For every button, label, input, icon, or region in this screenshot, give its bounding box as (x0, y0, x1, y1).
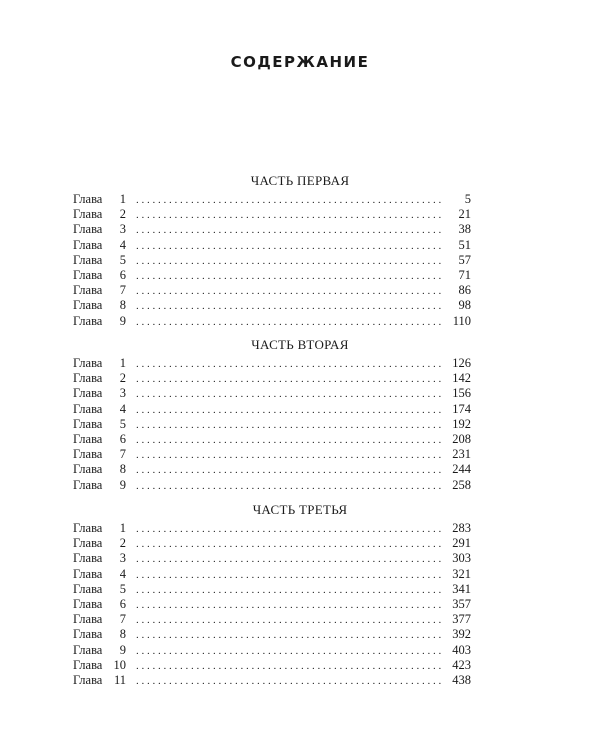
page-number: 51 (458, 237, 471, 252)
page-number: 192 (452, 416, 471, 431)
page-number: 38 (458, 222, 471, 237)
chapter-label: Глава (73, 612, 103, 627)
toc-entry (73, 283, 471, 298)
chapter-label: Глава (73, 192, 103, 206)
chapter-number: 6 (119, 267, 126, 282)
toc-entry (73, 386, 471, 401)
chapter-label: Глава (73, 477, 103, 492)
chapter-number: 5 (119, 416, 126, 431)
toc-list-part-2 (73, 356, 471, 493)
dot-leader (136, 674, 441, 689)
chapter-label: Глава (73, 551, 103, 566)
toc-entry (73, 673, 471, 688)
toc-entry (73, 627, 471, 642)
page-number: 110 (452, 313, 471, 328)
toc-entry (73, 582, 471, 597)
chapter-label: Глава (73, 298, 103, 313)
page-number: 357 (452, 596, 471, 611)
dot-leader (136, 223, 441, 238)
chapter-number: 4 (119, 401, 126, 416)
page-number: 321 (452, 566, 471, 581)
page-number: 174 (452, 401, 471, 416)
toc-entry (73, 222, 471, 237)
part-heading-2: ЧАСТЬ ВТОРАЯ (251, 337, 349, 352)
dot-leader (136, 598, 441, 613)
dot-leader (136, 357, 441, 372)
toc-entry (73, 402, 471, 417)
toc-entry (73, 371, 471, 386)
dot-leader (136, 284, 441, 299)
dot-leader (136, 644, 441, 659)
chapter-label: Глава (73, 672, 103, 687)
toc-entry (73, 207, 471, 222)
chapter-label: Глава (73, 207, 103, 222)
toc-entry (73, 192, 471, 207)
toc-entry (73, 447, 471, 462)
chapter-label: Глава (73, 566, 103, 581)
page-number: 71 (458, 267, 471, 282)
part-heading-1: ЧАСТЬ ПЕРВАЯ (250, 173, 350, 188)
page-number: 126 (452, 356, 471, 370)
dot-leader (136, 299, 441, 314)
chapter-label: Глава (73, 401, 103, 416)
chapter-number: 9 (119, 477, 126, 492)
toc-entry (73, 268, 471, 283)
chapter-number: 2 (119, 536, 126, 551)
dot-leader (136, 208, 441, 223)
chapter-label: Глава (73, 596, 103, 611)
toc-entry (73, 356, 471, 371)
chapter-label: Глава (73, 642, 103, 657)
page-number: 142 (452, 371, 471, 386)
page-number: 98 (458, 298, 471, 313)
dot-leader (136, 254, 441, 269)
toc-entry (73, 597, 471, 612)
page-number: 57 (458, 252, 471, 267)
chapter-number: 10 (113, 657, 126, 672)
dot-leader (136, 269, 441, 284)
chapter-label: Глава (73, 416, 103, 431)
chapter-number: 9 (119, 642, 126, 657)
page-number: 5 (464, 192, 471, 206)
chapter-number: 6 (119, 596, 126, 611)
chapter-label: Глава (73, 536, 103, 551)
chapter-label: Глава (73, 356, 103, 370)
dot-leader (136, 659, 441, 674)
dot-leader (136, 418, 441, 433)
dot-leader (136, 479, 441, 494)
page-number: 208 (452, 431, 471, 446)
toc-entry (73, 238, 471, 253)
chapter-label: Глава (73, 313, 103, 328)
toc-entry (73, 298, 471, 313)
chapter-label: Глава (73, 252, 103, 267)
chapter-number: 4 (119, 566, 126, 581)
chapter-label: Глава (73, 462, 103, 477)
toc-entry (73, 567, 471, 582)
dot-leader (136, 372, 441, 387)
page-number: 244 (452, 462, 471, 477)
page-number: 283 (452, 521, 471, 535)
chapter-number: 11 (113, 672, 126, 687)
dot-leader (136, 568, 441, 583)
chapter-number: 4 (119, 237, 126, 252)
page-number: 231 (452, 447, 471, 462)
dot-leader (136, 613, 441, 628)
dot-leader (136, 552, 441, 567)
dot-leader (136, 522, 441, 537)
page-number: 303 (452, 551, 471, 566)
chapter-label: Глава (73, 627, 103, 642)
chapter-label: Глава (73, 447, 103, 462)
chapter-number: 3 (119, 222, 126, 237)
chapter-number: 1 (119, 521, 126, 535)
dot-leader (136, 433, 441, 448)
chapter-label: Глава (73, 386, 103, 401)
chapter-number: 9 (119, 313, 126, 328)
dot-leader (136, 448, 441, 463)
page-number: 258 (452, 477, 471, 492)
dot-leader (136, 193, 441, 208)
toc-entry (73, 658, 471, 673)
chapter-label: Глава (73, 371, 103, 386)
toc-entry (73, 478, 471, 493)
page-title: СОДЕРЖАНИЕ (230, 53, 370, 71)
chapter-label: Глава (73, 581, 103, 596)
chapter-number: 7 (119, 447, 126, 462)
toc-entry (73, 417, 471, 432)
part-heading-3: ЧАСТЬ ТРЕТЬЯ (252, 502, 348, 517)
page-number: 377 (452, 612, 471, 627)
chapter-number: 8 (119, 627, 126, 642)
chapter-label: Глава (73, 267, 103, 282)
page-number: 21 (458, 207, 471, 222)
chapter-number: 2 (119, 371, 126, 386)
chapter-number: 3 (119, 551, 126, 566)
chapter-number: 1 (119, 356, 126, 370)
page-number: 156 (452, 386, 471, 401)
toc-entry (73, 536, 471, 551)
toc-entry (73, 462, 471, 477)
chapter-number: 5 (119, 252, 126, 267)
dot-leader (136, 403, 441, 418)
chapter-label: Глава (73, 431, 103, 446)
chapter-number: 5 (119, 581, 126, 596)
chapter-number: 6 (119, 431, 126, 446)
dot-leader (136, 583, 441, 598)
page-number: 403 (452, 642, 471, 657)
chapter-label: Глава (73, 237, 103, 252)
chapter-label: Глава (73, 657, 103, 672)
chapter-number: 7 (119, 283, 126, 298)
chapter-number: 2 (119, 207, 126, 222)
toc-entry (73, 432, 471, 447)
chapter-label: Глава (73, 283, 103, 298)
page-number: 341 (452, 581, 471, 596)
page-number: 291 (452, 536, 471, 551)
toc-list-part-3 (73, 521, 471, 688)
dot-leader (136, 387, 441, 402)
dot-leader (136, 463, 441, 478)
dot-leader (136, 239, 441, 254)
toc-entry (73, 253, 471, 268)
chapter-number: 8 (119, 462, 126, 477)
toc-entry (73, 643, 471, 658)
page-number: 423 (452, 657, 471, 672)
page-number: 86 (458, 283, 471, 298)
toc-entry (73, 521, 471, 536)
dot-leader (136, 315, 441, 330)
dot-leader (136, 537, 441, 552)
chapter-number: 8 (119, 298, 126, 313)
toc-entry (73, 612, 471, 627)
page-number: 392 (452, 627, 471, 642)
dot-leader (136, 628, 441, 643)
chapter-number: 3 (119, 386, 126, 401)
toc-entry (73, 314, 471, 329)
chapter-number: 7 (119, 612, 126, 627)
chapter-number: 1 (119, 192, 126, 206)
chapter-label: Глава (73, 222, 103, 237)
page-number: 438 (452, 672, 471, 687)
toc-list-part-1 (73, 192, 471, 329)
chapter-label: Глава (73, 521, 103, 535)
toc-entry (73, 551, 471, 566)
